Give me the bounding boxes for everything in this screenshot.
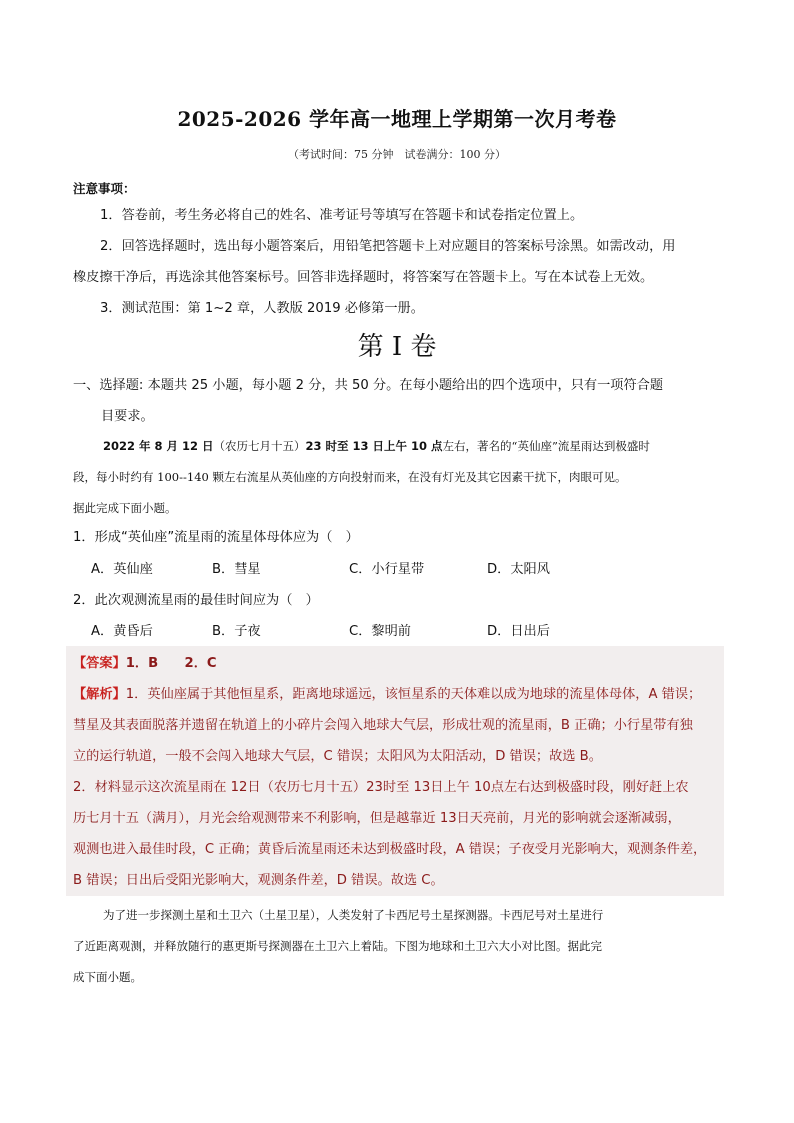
material-2-line-1: 为了进一步探测土星和土卫六（土星卫星），人类发射了卡西尼号土星探测器。卡西尼号对土星进行 bbox=[103, 908, 604, 922]
material-passage-2 bbox=[73, 900, 723, 993]
material-2-line-3: 成下面小题。 bbox=[73, 970, 142, 984]
section-line-1: 一、选择题: 本题共 25 小题，每小题 2 分，共 50 分。在每小题给出的四个选项中，只有一项符合题 bbox=[73, 378, 664, 393]
q1-option-d[interactable]: D．太阳风 bbox=[487, 562, 550, 577]
exam-subtitle: （考试时间：75 分钟 试卷满分：100 分） bbox=[288, 148, 506, 161]
notes-heading: 注意事项： bbox=[73, 181, 136, 196]
material-2-line-2: 了近距离观测，并释放随行的惠更斯号探测器在土卫六上着陆。下图为地球和土卫六大小对比图。据此完 bbox=[73, 939, 602, 953]
analysis-line-2: 彗星及其表面脱落并遗留在轨道上的小碎片会闯入地球大气层，形成壮观的流星雨，B 正确；小行星带有独 bbox=[73, 718, 693, 733]
analysis-line-5: 历七月十五（满月），月光会给观测带来不利影响，但是越靠近 13日天亮前，月光的影响就会逐渐减弱， bbox=[73, 811, 681, 826]
analysis-tag: 【解析】 bbox=[73, 687, 126, 702]
notes-item-2: 2．回答选择题时，选出每小题答案后，用铅笔把答题卡上对应题目的答案标号涂黑。如需改动，用 橡皮擦干净后，再选涂其他答案标号。回答非选择题时，将答案写在答题卡上。写在本试卷上无效。 bbox=[73, 239, 676, 285]
material-1-line-1: 2022 年 8 月 12 日（农历七月十五）23 时至 13 日上午 10 点左右，著名的“英仙座”流星雨达到极盛时 bbox=[103, 439, 650, 453]
answer-tag: 【答案】 bbox=[73, 656, 126, 671]
material-1-line-3: 据此完成下面小题。 bbox=[73, 501, 177, 515]
q2-option-a[interactable]: A．黄昏后 bbox=[91, 624, 153, 639]
question-2-stem: 2．此次观测流星雨的最佳时间应为（ ） bbox=[73, 593, 319, 608]
analysis-line-6: 观测也进入最佳时段，C 正确；黄昏后流星雨还未达到极盛时段，A 错误；子夜受月光影响大，观测条件差， bbox=[73, 842, 707, 857]
exam-title: 2025-2026 学年高一地理上学期第一次月考卷 bbox=[177, 107, 617, 131]
q1-option-b[interactable]: B．彗星 bbox=[212, 562, 261, 577]
analysis-line-1: 【解析】1．英仙座属于其他恒星系，距离地球遥远，该恒星系的天体难以成为地球的流星体母体，A 错误； bbox=[73, 687, 702, 702]
material-1-line-2: 段，每小时约有 100--140 颗左右流星从英仙座的方向投射而来，在没有灯光及其它因素干扰下，肉眼可见。 bbox=[73, 470, 627, 484]
notes-item-3: 3．测试范围：第 1~2 章，人教版 2019 必修第一册。 bbox=[100, 301, 424, 316]
section-heading bbox=[73, 370, 723, 432]
section-line-2: 目要求。 bbox=[101, 409, 154, 424]
analysis-line-7: B 错误；日出后受阳光影响大，观测条件差，D 错误。故选 C。 bbox=[73, 873, 444, 888]
q2-option-b[interactable]: B．子夜 bbox=[212, 624, 261, 639]
material-passage-1 bbox=[73, 431, 723, 524]
question-1-stem: 1．形成“英仙座”流星雨的流星体母体应为（ ） bbox=[73, 530, 359, 545]
notes-item-1: 1．答卷前，考生务必将自己的姓名、准考证号等填写在答题卡和试卷指定位置上。 bbox=[100, 208, 584, 223]
answer-line bbox=[73, 654, 723, 674]
q1-option-c[interactable]: C．小行星带 bbox=[349, 562, 425, 577]
q1-option-a[interactable]: A．英仙座 bbox=[91, 562, 153, 577]
analysis-line-3: 立的运行轨道，一般不会闯入地球大气层，C 错误；太阳风为太阳活动，D 错误；故选 B。 bbox=[73, 749, 602, 764]
answer-values: 1．B 2．C bbox=[125, 656, 217, 671]
q2-option-d[interactable]: D．日出后 bbox=[487, 624, 550, 639]
analysis-line-4: 2．材料显示这次流星雨在 12日（农历七月十五）23时至 13日上午 10点左右达到极盛时段，刚好赶上农 bbox=[73, 780, 689, 795]
q2-option-c[interactable]: C．黎明前 bbox=[349, 624, 411, 639]
volume-title: 第 I 卷 bbox=[357, 332, 437, 362]
